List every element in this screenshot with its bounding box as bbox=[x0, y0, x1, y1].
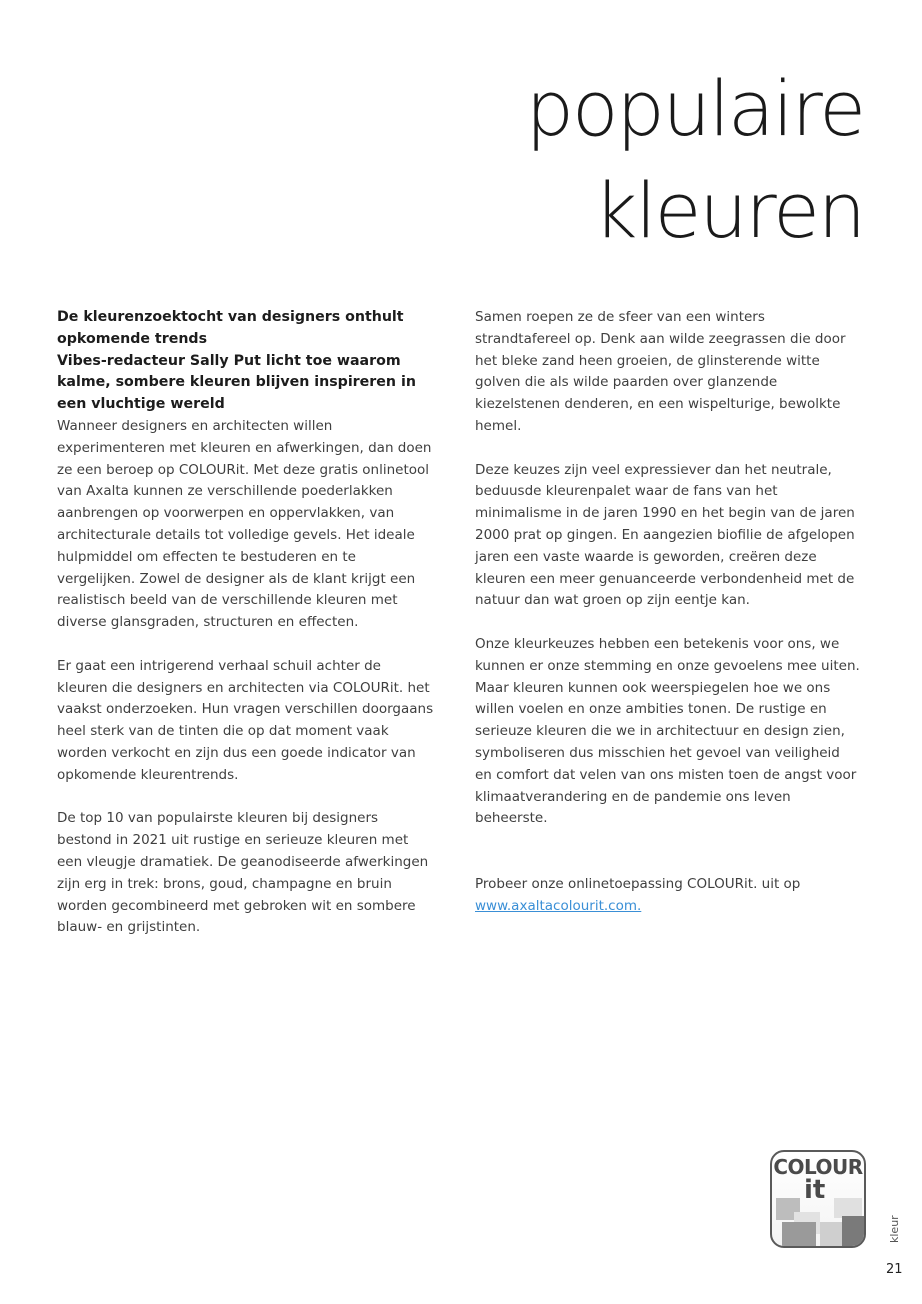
logo-word-colour: COLOUR bbox=[773, 1155, 863, 1179]
lead-subheading: Vibes-redacteur Sally Put licht toe waarom kalme, sombere kleuren blijven inspireren in een vluchtige wereld bbox=[57, 352, 416, 413]
left-column bbox=[57, 307, 435, 961]
logo-square bbox=[834, 1198, 862, 1218]
colourit-website-link[interactable]: www.axaltacolourit.com. bbox=[475, 897, 642, 914]
colourit-logo bbox=[770, 1150, 866, 1248]
page-number: 21 bbox=[886, 1262, 903, 1277]
right-paragraph-2: Deze keuzes zijn veel expressiever dan het neutrale, beduusde kleurenpalet waar de fans van het minimalisme in de jaren 1990 en het begin van de jaren 2000 prat op gingen. En aangezien biofilie de afgelopen jaren een vaste waarde is geworden, creëren deze kleuren een meer genuanceerde verbondenheid met de natuur dan wat groen op zijn eentje kan. bbox=[475, 461, 855, 609]
right-paragraph-4: Probeer onze onlinetoepassing COLOURit. uit op bbox=[475, 875, 801, 892]
right-column bbox=[475, 307, 860, 917]
lead-heading: De kleurenzoektocht van designers onthult opkomende trends bbox=[57, 309, 404, 347]
left-paragraph-2: Er gaat een intrigerend verhaal schuil achter de kleuren die designers en architecten via COLOURit. het vaakst onderzoeken. Hun vragen verschillen doorgaans heel sterk van de tinten die op dat moment vaak worden verkocht en zijn dus een goede indicator van opkomende kleurentrends. bbox=[57, 657, 434, 783]
section-label: kleur bbox=[888, 1215, 901, 1243]
logo-square bbox=[820, 1222, 842, 1246]
logo-word-it: it bbox=[804, 1175, 826, 1205]
left-paragraph-3: De top 10 van populairste kleuren bij designers bestond in 2021 uit rustige en serieuze kleuren met een vleugje dramatiek. De geanodiseerde afwerkingen zijn erg in trek: brons, goud, champagne en bruin worden gecombineerd met gebroken wit en sombere blauw- en grijstinten. bbox=[57, 810, 429, 936]
left-paragraph-1: Wanneer designers en architecten willen experimenteren met kleuren en afwerkingen, dan doen ze een beroep op COLOURit. Met deze gratis onlinetool van Axalta kunnen ze verschillende poederlakken aanbrengen op voorwerpen en oppervlakken, van architecturale details tot volledige gevels. Het ideale hulpmiddel om effecten te bestuderen en te vergelijken. Zowel de designer als de klant krijgt een realistisch beeld van de verschillende kleuren met diverse glansgraden, structuren en effecten. bbox=[57, 417, 432, 631]
page-title bbox=[526, 58, 864, 262]
title-line-2: kleuren bbox=[593, 166, 864, 255]
right-paragraph-1: Samen roepen ze de sfeer van een winters strandtafereel op. Denk aan wilde zeegrassen die door het bleke zand heen groeien, de glinsterende witte golven die als wilde paarden over glanzende kiezelstenen denderen, en een wispelturige, bewolkte hemel. bbox=[475, 309, 846, 434]
right-paragraph-3: Onze kleurkeuzes hebben een betekenis voor ons, we kunnen er onze stemming en onze gevoelens mee uiten. Maar kleuren kunnen ook weerspiegelen hoe we ons willen voelen en onze ambities tonen. De rustige en serieuze kleuren die we in architectuur en design zien, symboliseren dus misschien het gevoel van veiligheid en comfort dat velen van ons misten toen de angst voor klimaatverandering en de pandemie ons leven beheerste. bbox=[475, 635, 860, 827]
logo-square bbox=[782, 1222, 816, 1246]
title-line-1: populaire bbox=[525, 64, 864, 153]
logo-square bbox=[842, 1216, 864, 1246]
